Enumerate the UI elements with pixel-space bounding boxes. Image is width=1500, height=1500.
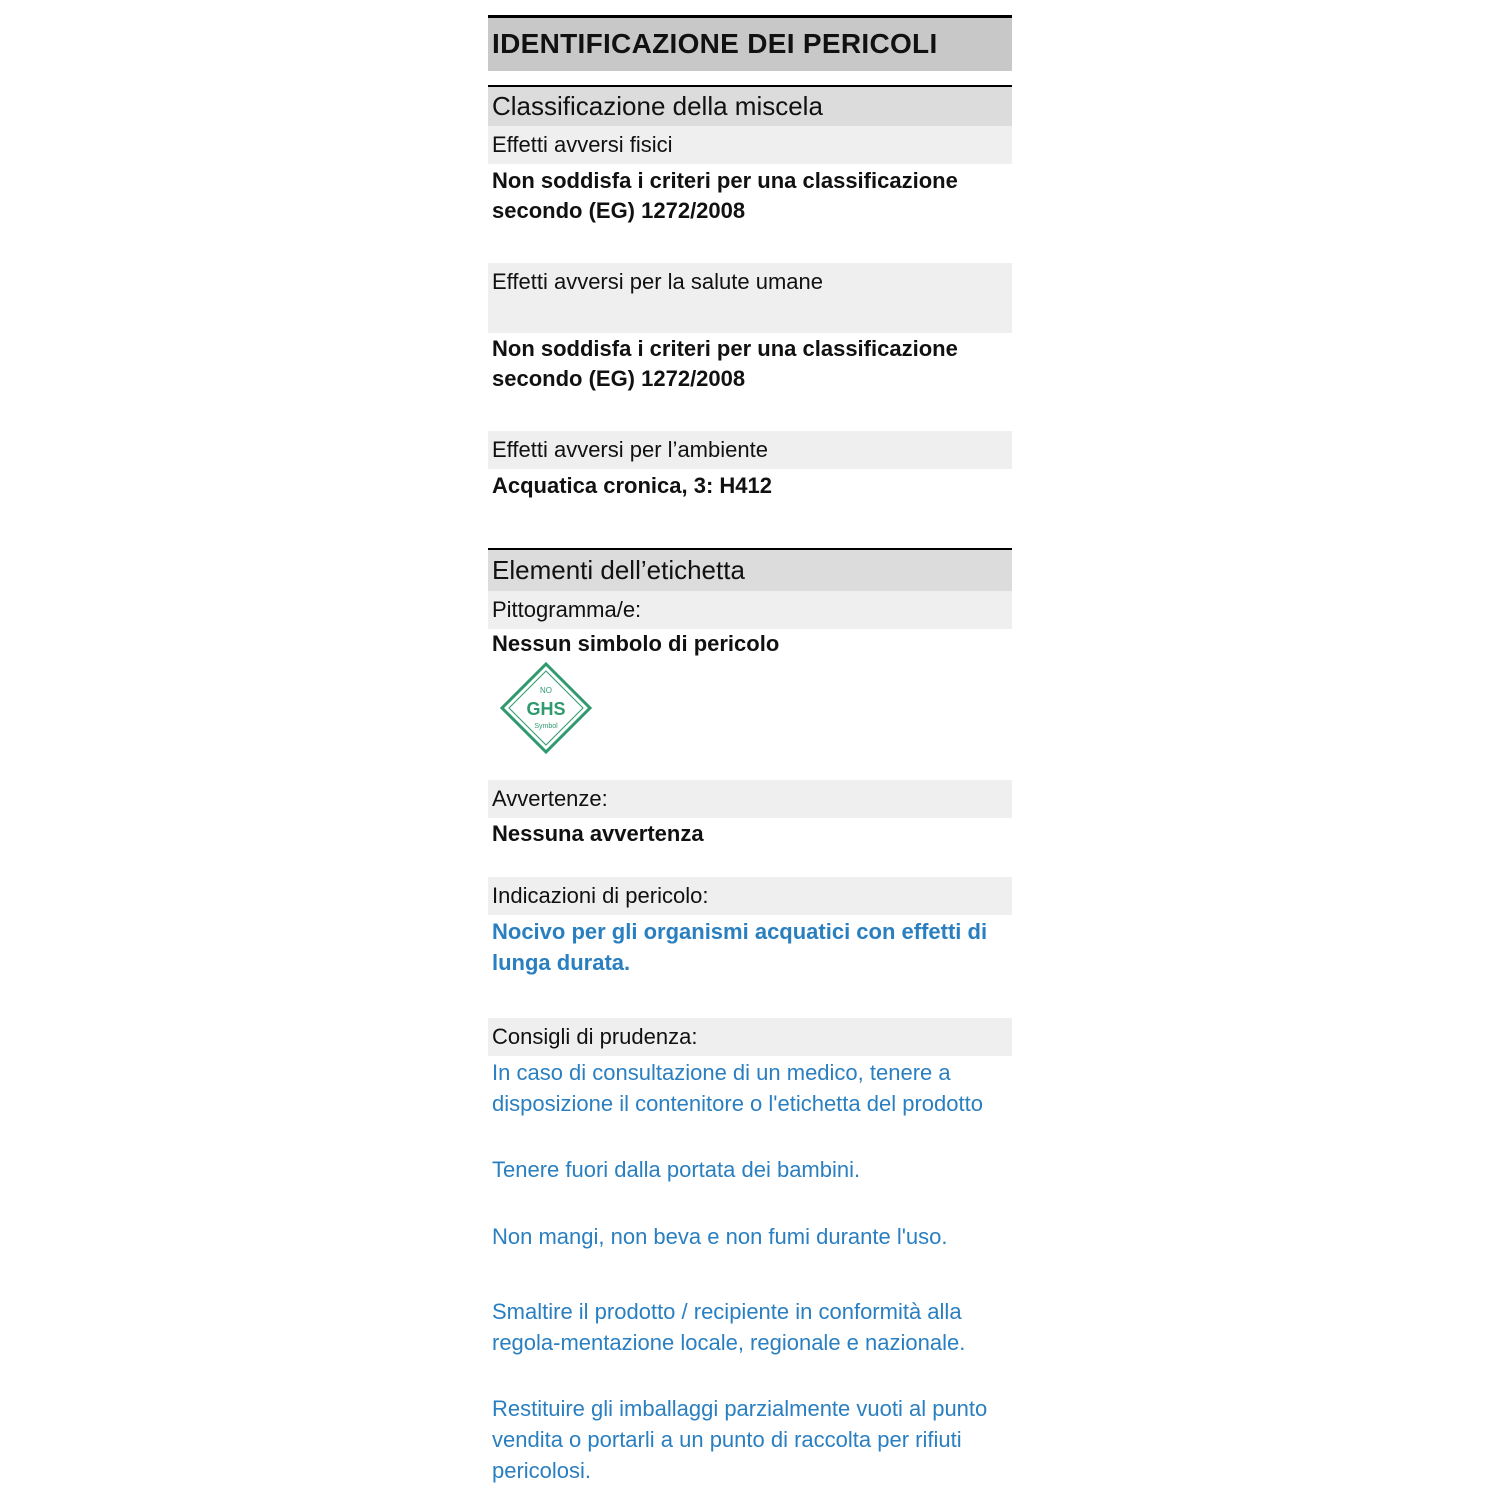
pictogram-value: Nessun simbolo di pericolo (492, 631, 780, 656)
ghs-top-text: NO (540, 686, 552, 695)
hazard-statement-text: Nocivo per gli organismi acquatici con effetti di lunga durata. (492, 919, 988, 975)
precautionary-statements-label: Consigli di prudenza: (488, 1018, 1012, 1056)
section-title: IDENTIFICAZIONE DEI PERICOLI (488, 15, 1012, 71)
signal-word-label: Avvertenze: (488, 780, 1012, 818)
no-ghs-symbol-icon (500, 662, 592, 754)
classification-heading: Classificazione della miscela (488, 85, 1012, 126)
precaution-statement: Restituire gli imballaggi parzialmente vuoti al punto vendita o portarli a un punto di raccolta per rifiuti pericolosi. (492, 1396, 988, 1483)
precaution-statement: Tenere fuori dalla portata dei bambini. (492, 1157, 861, 1182)
health-effects-value: Non soddisfa i criteri per una classificazione secondo (EG) 1272/2008 (492, 336, 958, 391)
precaution-statement: Smaltire il prodotto / recipiente in conformità alla regola-mentazione locale, regionale e nazionale. (492, 1299, 966, 1355)
physical-effects-label: Effetti avversi fisici (488, 126, 1012, 164)
health-effects-label: Effetti avversi per la salute umane (488, 263, 1012, 333)
precaution-statement: Non mangi, non beva e non fumi durante l'uso. (492, 1224, 948, 1249)
ghs-main-text: GHS (526, 699, 566, 719)
environment-effects-label: Effetti avversi per l’ambiente (488, 431, 1012, 469)
hazard-statements-label: Indicazioni di pericolo: (488, 877, 1012, 915)
environment-effects-value: Acquatica cronica, 3: H412 (492, 473, 773, 498)
ghs-bottom-text: Symbol (534, 723, 558, 730)
label-elements-heading: Elementi dell’etichetta (488, 548, 1012, 591)
precaution-statement: In caso di consultazione di un medico, tenere a disposizione il contenitore o l'etichetta del prodotto (492, 1060, 983, 1116)
physical-effects-value: Non soddisfa i criteri per una classificazione secondo (EG) 1272/2008 (492, 168, 958, 223)
signal-word-value: Nessuna avvertenza (492, 821, 704, 846)
pictogram-label: Pittogramma/e: (488, 591, 1012, 629)
